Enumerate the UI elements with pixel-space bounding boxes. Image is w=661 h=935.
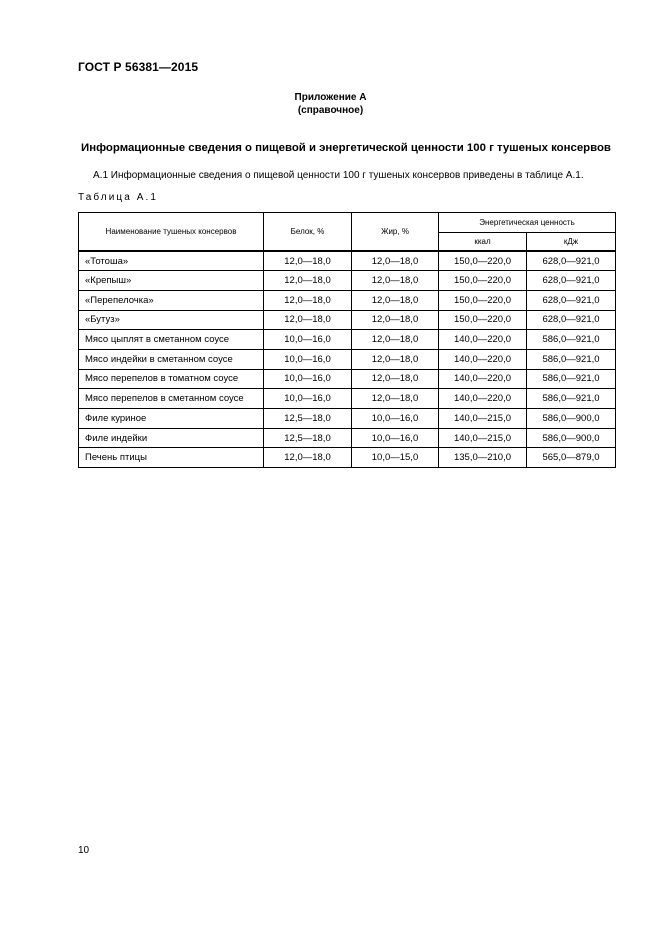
cell-protein: 10,0—16,0 bbox=[264, 349, 352, 369]
table-row bbox=[79, 428, 616, 448]
cell-protein: 12,0—18,0 bbox=[264, 251, 352, 271]
cell-fat: 12,0—18,0 bbox=[352, 310, 439, 330]
appendix-subtitle: (справочное) bbox=[297, 105, 364, 116]
cell-kcal: 150,0—220,0 bbox=[439, 310, 527, 330]
cell-name: Филе индейки bbox=[79, 428, 264, 448]
cell-fat: 10,0—16,0 bbox=[352, 409, 439, 429]
cell-fat: 12,0—18,0 bbox=[352, 251, 439, 271]
cell-kj: 586,0—921,0 bbox=[527, 330, 616, 350]
cell-protein: 10,0—16,0 bbox=[264, 369, 352, 389]
cell-kj: 565,0—879,0 bbox=[527, 448, 616, 468]
table-row bbox=[79, 251, 616, 271]
cell-kj: 628,0—921,0 bbox=[527, 251, 616, 271]
cell-fat: 12,0—18,0 bbox=[352, 290, 439, 310]
table-row bbox=[79, 290, 616, 310]
header-protein: Белок, % bbox=[264, 213, 352, 252]
cell-name: «Бутуз» bbox=[79, 310, 264, 330]
table-row bbox=[79, 409, 616, 429]
cell-fat: 12,0—18,0 bbox=[352, 369, 439, 389]
appendix-title: Приложение А bbox=[294, 92, 367, 103]
cell-name: Мясо цыплят в сметанном соусе bbox=[79, 330, 264, 350]
header-kj: кДж bbox=[527, 233, 616, 252]
cell-fat: 12,0—18,0 bbox=[352, 389, 439, 409]
section-title: Информационные сведения о пищевой и энергетической ценности 100 г тушеных консервов bbox=[81, 142, 611, 154]
cell-name: Мясо перепелов в томатном соусе bbox=[79, 369, 264, 389]
header-kcal: ккал bbox=[439, 233, 527, 252]
cell-protein: 12,0—18,0 bbox=[264, 448, 352, 468]
cell-name: «Крепыш» bbox=[79, 271, 264, 291]
cell-kcal: 150,0—220,0 bbox=[439, 290, 527, 310]
cell-kj: 586,0—921,0 bbox=[527, 369, 616, 389]
table-row bbox=[79, 369, 616, 389]
cell-name: Мясо перепелов в сметанном соусе bbox=[79, 389, 264, 409]
cell-name: «Тотоша» bbox=[79, 251, 264, 271]
standard-designation: ГОСТ Р 56381—2015 bbox=[78, 60, 199, 74]
nutrition-table bbox=[78, 212, 616, 468]
cell-protein: 12,0—18,0 bbox=[264, 271, 352, 291]
cell-protein: 12,5—18,0 bbox=[264, 428, 352, 448]
table-row bbox=[79, 271, 616, 291]
cell-kcal: 150,0—220,0 bbox=[439, 271, 527, 291]
table-row bbox=[79, 448, 616, 468]
page-number: 10 bbox=[78, 845, 90, 856]
header-name: Наименование тушеных консервов bbox=[79, 213, 264, 252]
cell-name: «Перепелочка» bbox=[79, 290, 264, 310]
table-row bbox=[79, 349, 616, 369]
table-row bbox=[79, 310, 616, 330]
cell-fat: 12,0—18,0 bbox=[352, 271, 439, 291]
cell-kj: 586,0—921,0 bbox=[527, 349, 616, 369]
cell-kcal: 140,0—215,0 bbox=[439, 409, 527, 429]
table-row bbox=[79, 330, 616, 350]
table-caption: Таблица А.1 bbox=[78, 192, 159, 203]
cell-kcal: 140,0—220,0 bbox=[439, 389, 527, 409]
cell-protein: 12,5—18,0 bbox=[264, 409, 352, 429]
cell-kj: 586,0—900,0 bbox=[527, 409, 616, 429]
cell-fat: 10,0—16,0 bbox=[352, 428, 439, 448]
cell-protein: 10,0—16,0 bbox=[264, 389, 352, 409]
cell-kj: 628,0—921,0 bbox=[527, 271, 616, 291]
cell-name: Печень птицы bbox=[79, 448, 264, 468]
cell-fat: 12,0—18,0 bbox=[352, 330, 439, 350]
cell-kcal: 135,0—210,0 bbox=[439, 448, 527, 468]
cell-kj: 586,0—921,0 bbox=[527, 389, 616, 409]
header-energy: Энергетическая ценность bbox=[439, 213, 616, 233]
cell-kcal: 140,0—220,0 bbox=[439, 330, 527, 350]
table-row bbox=[79, 389, 616, 409]
cell-fat: 12,0—18,0 bbox=[352, 349, 439, 369]
cell-kcal: 150,0—220,0 bbox=[439, 251, 527, 271]
cell-name: Филе куриное bbox=[79, 409, 264, 429]
cell-protein: 12,0—18,0 bbox=[264, 310, 352, 330]
cell-kj: 586,0—900,0 bbox=[527, 428, 616, 448]
cell-name: Мясо индейки в сметанном соусе bbox=[79, 349, 264, 369]
cell-kj: 628,0—921,0 bbox=[527, 310, 616, 330]
cell-kj: 628,0—921,0 bbox=[527, 290, 616, 310]
intro-paragraph: А.1 Информационные сведения о пищевой ценности 100 г тушеных консервов приведены в таблице А.1. bbox=[93, 170, 584, 181]
cell-kcal: 140,0—220,0 bbox=[439, 369, 527, 389]
cell-kcal: 140,0—215,0 bbox=[439, 428, 527, 448]
cell-protein: 10,0—16,0 bbox=[264, 330, 352, 350]
header-fat: Жир, % bbox=[352, 213, 439, 252]
cell-fat: 10,0—15,0 bbox=[352, 448, 439, 468]
cell-protein: 12,0—18,0 bbox=[264, 290, 352, 310]
cell-kcal: 140,0—220,0 bbox=[439, 349, 527, 369]
